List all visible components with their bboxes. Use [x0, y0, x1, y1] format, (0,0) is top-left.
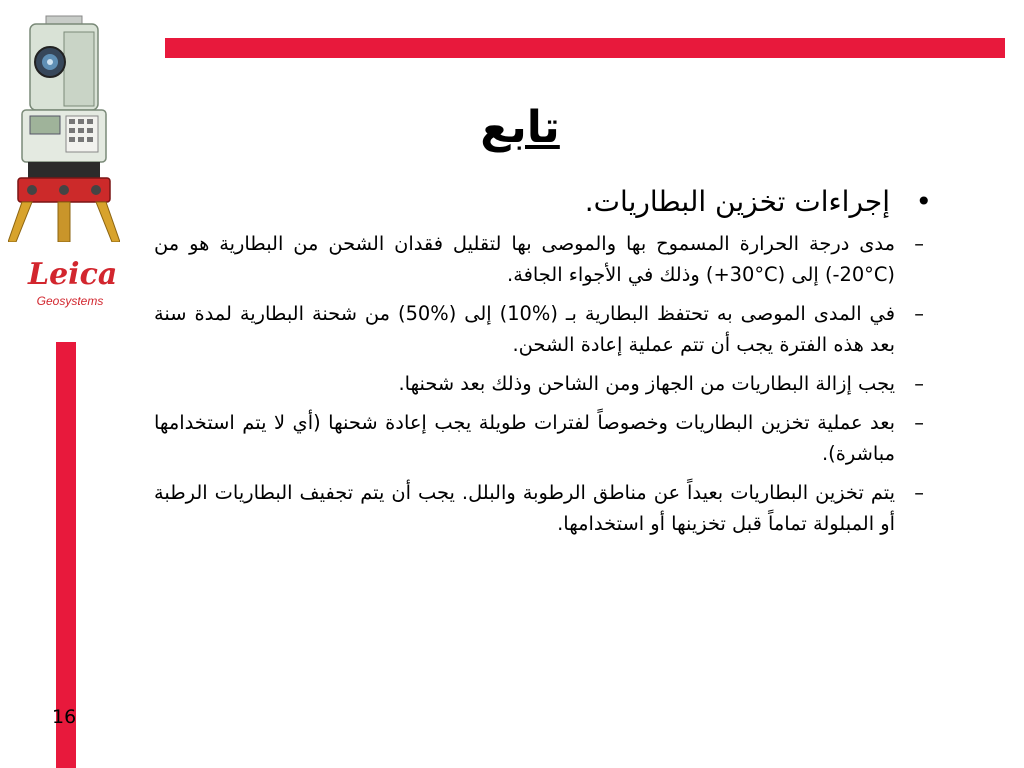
list-item [150, 407, 950, 469]
dash-icon: – [914, 302, 924, 325]
page-number: 16 [52, 706, 77, 728]
list-item [150, 228, 950, 290]
slide-content [150, 178, 950, 547]
logo-wordmark: Leica [28, 257, 118, 292]
total-station-image [8, 12, 120, 242]
dash-icon: – [914, 481, 924, 504]
slide-title: تابع [480, 102, 560, 153]
list-item-text: مدى درجة الحرارة المسموح بها والموصى بها لتقليل فقدان الشحن من البطارية هو من (‎-20°C‎) إلى (‎+30°C‎) وذلك في الأجواء الجافة. [154, 232, 895, 286]
list-item [150, 298, 950, 360]
main-bullet [150, 178, 950, 228]
dash-icon: – [914, 372, 924, 395]
list-item-text: يتم تخزين البطاريات بعيداً عن مناطق الرطوبة والبلل. يجب أن يتم تجفيف البطاريات الرطبة أو المبلولة تماماً قبل تخزينها أو استخدامها. [154, 481, 895, 535]
bullet-dot-icon: • [915, 185, 932, 218]
dash-icon: – [914, 232, 924, 255]
main-bullet-text: إجراءات تخزين البطاريات. [584, 185, 890, 218]
list-item-text: يجب إزالة البطاريات من الجهاز ومن الشاحن وذلك بعد شحنها. [398, 372, 895, 395]
list-item-text: في المدى الموصى به تحتفظ البطارية بـ (‎10%‎) إلى (‎50%‎) من شحنة البطارية لمدة سنة بعد هذه الفترة يجب أن تتم عملية إعادة الشحن. [154, 302, 895, 356]
list-item-text: بعد عملية تخزين البطاريات وخصوصاً لفترات طويلة يجب إعادة شحنها (أي لا يتم استخدامها مباشرة). [154, 411, 895, 465]
logo-subtitle: Geosystems [36, 294, 104, 308]
dash-icon: – [914, 411, 924, 434]
sub-bullet-list [150, 228, 950, 539]
list-item [150, 477, 950, 539]
leica-logo [28, 257, 118, 318]
top-accent-bar [165, 38, 1005, 58]
list-item [150, 368, 950, 399]
